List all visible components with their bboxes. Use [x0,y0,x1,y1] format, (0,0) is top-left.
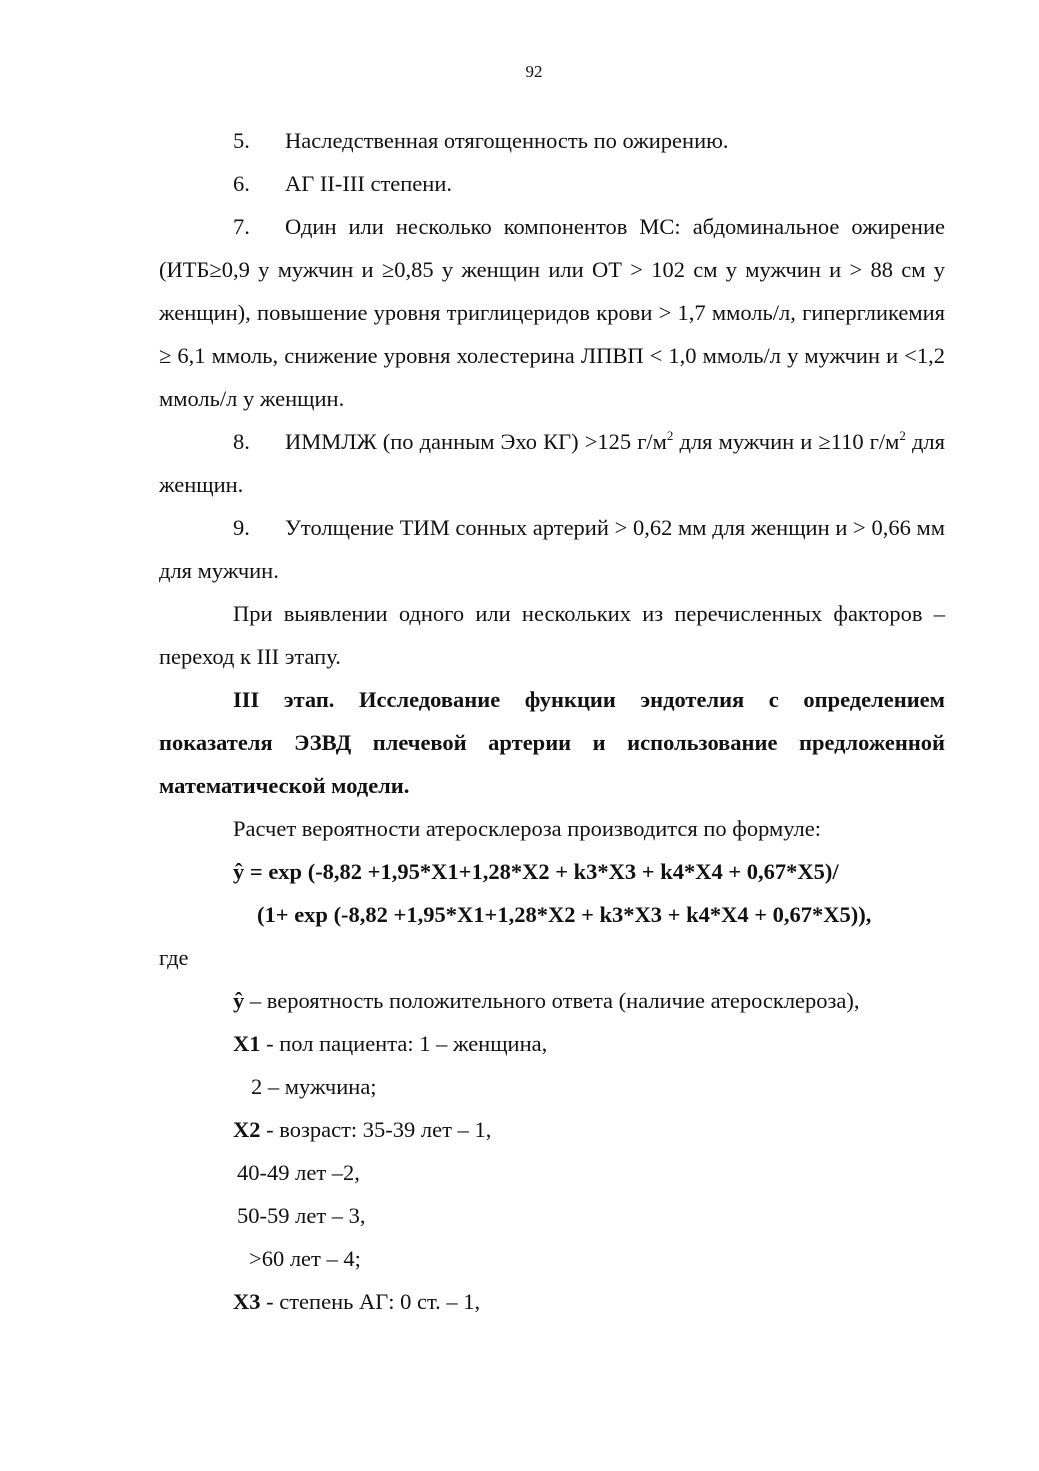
formula-line-1: ŷ = exp (-8,82 +1,95*X1+1,28*X2 + k3*X3 + k4*X4 + 0,67*X5)/ [233,859,839,884]
definition-x2-option-2: 40-49 лет –2, [237,1160,360,1185]
list-item-9 [159,506,945,592]
definition-text: - степень АГ: 0 ст. – 1, [260,1289,481,1314]
definition-x2 [159,1108,945,1151]
symbol-x3: X3 [233,1289,261,1314]
list-item-text: Один или несколько компонентов МС: абдоминальное ожирение (ИТБ≥0,9 у мужчин и ≥0,85 у женщин или ОТ > 102 см у мужчин и > 88 см у женщин), повышение уровня триглицеридов крови > 1,7 ммоль/л, гипергликемия ≥ 6,1 ммоль, снижение уровня холестерина ЛПВП < 1,0 ммоль/л у мужчин и <1,2 ммоль/л у женщин. [159,214,945,411]
superscript: 2 [666,428,674,443]
definition-x2-option-4: >60 лет – 4; [249,1246,361,1271]
definition-x2-option-3: 50-59 лет – 3, [237,1203,366,1228]
list-item-7 [159,205,945,420]
symbol-y: ŷ [233,988,245,1013]
list-item-number: 5. [233,128,250,153]
definition-text: - возраст: 35-39 лет – 1, [260,1117,492,1142]
formula-intro: Расчет вероятности атеросклероза производится по формуле: [233,816,821,841]
definition-text: – вероятность положительного ответа (наличие атеросклероза), [244,988,860,1013]
definition-x1 [159,1022,945,1065]
definition-x1-option: 2 – мужчина; [251,1074,377,1099]
stage3-heading: III этап. Исследование функции эндотелия с определением показателя ЭЗВД плечевой артерии и использование предложенной математической модели. [159,687,945,798]
definition-x3 [159,1280,945,1323]
definition-text: - пол пациента: 1 – женщина, [260,1031,548,1056]
formula-line-2: (1+ exp (-8,82 +1,95*X1+1,28*X2 + k3*X3 + k4*X4 + 0,67*X5)), [257,902,872,927]
page-number: 92 [525,62,543,81]
list-item-text-a: ИММЛЖ (по данным Эхо КГ) >125 г/м [285,429,667,454]
list-item-text: Наследственная отягощенность по ожирению. [285,128,729,153]
page-content [159,119,945,1323]
definition-y [159,979,945,1022]
list-item-8 [159,420,945,506]
list-item-text-b: для мужчин и ≥110 г/м [673,429,900,454]
list-item-5 [159,119,945,162]
superscript: 2 [899,428,906,443]
symbol-x1: X1 [233,1031,261,1056]
list-item-text: АГ II-III степени. [285,171,453,196]
list-item-6 [159,162,945,205]
list-item-number: 9. [233,515,250,540]
where-word: где [159,945,189,970]
list-item-number: 6. [233,171,250,196]
list-item-text: Утолщение ТИМ сонных артерий > 0,62 мм для женщин и > 0,66 мм для мужчин. [159,515,945,583]
transition-paragraph: При выявлении одного или нескольких из перечисленных факторов – переход к III этапу. [159,601,945,669]
symbol-x2: X2 [233,1117,261,1142]
list-item-text-c: для женщин. [159,429,946,497]
list-item-number: 8. [233,429,250,454]
list-item-number: 7. [233,214,250,239]
